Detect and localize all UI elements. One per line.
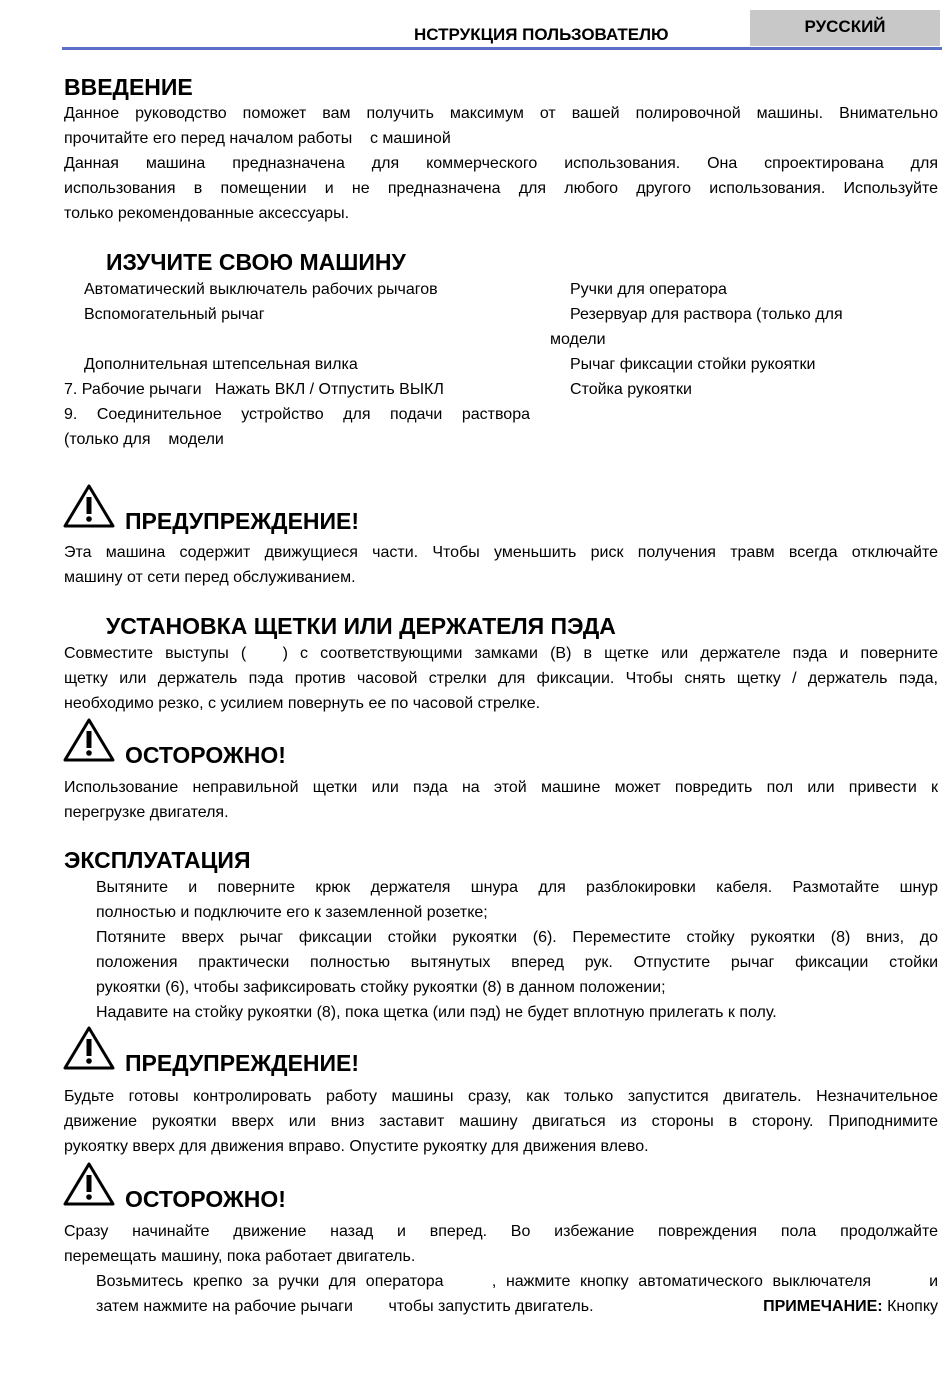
intro-line: Данное руководство поможет вам получить максимум от вашей полировочной машины. Внимательно	[64, 105, 938, 122]
caution-text: Использование неправильной щетки или пэда на этой машине может повредить пол или привести к	[64, 779, 938, 796]
parts-list-item: Рычаг фиксации стойки рукоятки	[570, 356, 816, 373]
parts-list-item: Автоматический выключатель рабочих рычагов	[84, 281, 438, 298]
operation-step-text	[96, 1294, 938, 1319]
warning-text: движение рукоятки вверх или вниз заставит машину двигаться из стороны в сторону. Приподнимите	[64, 1113, 938, 1130]
note-text: Кнопку	[887, 1298, 938, 1315]
warning-triangle-icon	[62, 1025, 116, 1071]
caution-title: ОСТОРОЖНО!	[125, 742, 286, 768]
warning-triangle-icon	[62, 483, 116, 529]
operation-text: Вытяните и поверните крюк держателя шнура для разблокировки кабеля. Размотайте шнур	[96, 879, 938, 896]
parts-list-item: 9. Соединительное устройство для подачи раствора	[64, 406, 530, 423]
operation-text: полностью и подключите его к заземленной розетке;	[96, 904, 488, 921]
intro-heading: ВВЕДЕНИЕ	[64, 74, 193, 100]
parts-list-item: модели	[550, 331, 606, 348]
install-text: необходимо резко, с усилием повернуть ее по часовой стрелке.	[64, 695, 541, 712]
install-text: щетку или держатель пэда против часовой стрелки для фиксации. Чтобы снять щетку / держатель пэда,	[64, 670, 938, 687]
parts-list-item: Ручки для оператора	[570, 281, 727, 298]
warning-text: рукоятку вверх для движения вправо. Опустите рукоятку для движения влево.	[64, 1138, 649, 1155]
parts-list-item: 7. Рабочие рычаги Нажать ВКЛ / Отпустить ВЫКЛ	[64, 381, 444, 398]
intro-line: только рекомендованные аксессуары.	[64, 205, 350, 222]
intro-line: использования в помещении и не предназначена для любого другого использования. Используйте	[64, 180, 938, 197]
note-group	[763, 1294, 938, 1319]
caution-text: перегрузке двигателя.	[64, 804, 229, 821]
install-heading: УСТАНОВКА ЩЕТКИ ИЛИ ДЕРЖАТЕЛЯ ПЭДА	[106, 613, 616, 639]
install-text: Совместите выступы ( ) с соответствующими замками (B) в щетке или держателе пэда и поверните	[64, 645, 938, 662]
warning-triangle-icon	[62, 717, 116, 763]
parts-list-item: Резервуар для раствора (только для	[570, 306, 843, 323]
header-title: НСТРУКЦИЯ ПОЛЬЗОВАТЕЛЮ	[414, 25, 669, 44]
language-tab: РУССКИЙ	[750, 10, 940, 46]
caution-text: перемещать машину, пока работает двигатель.	[64, 1248, 416, 1265]
parts-list-item: (только для модели	[64, 431, 224, 448]
warning-title: ПРЕДУПРЕЖДЕНИЕ!	[125, 1050, 360, 1076]
parts-list-item: Вспомогательный рычаг	[84, 306, 265, 323]
know-machine-heading: ИЗУЧИТЕ СВОЮ МАШИНУ	[106, 249, 406, 275]
note-label: ПРИМЕЧАНИЕ:	[763, 1298, 883, 1315]
caution-title: ОСТОРОЖНО!	[125, 1186, 286, 1212]
parts-list-item: Стойка рукоятки	[570, 381, 692, 398]
parts-list-item: Дополнительная штепсельная вилка	[84, 356, 358, 373]
warning-text: Будьте готовы контролировать работу машины сразу, как только запустится двигатель. Незначительное	[64, 1088, 938, 1105]
step-line-text: затем нажмите на рабочие рычаги чтобы запустить двигатель.	[96, 1298, 594, 1315]
operation-heading: ЭКСПЛУАТАЦИЯ	[64, 847, 251, 873]
warning-text: машину от сети перед обслуживанием.	[64, 569, 356, 586]
operation-text: Надавите на стойку рукоятки (8), пока щетка (или пэд) не будет вплотную прилегать к полу.	[96, 1004, 777, 1021]
intro-line: Данная машина предназначена для коммерческого использования. Она спроектирована для	[64, 155, 938, 172]
warning-text: Эта машина содержит движущиеся части. Чтобы уменьшить риск получения травм всегда отключайте	[64, 544, 938, 561]
operation-text: положения практически полностью вытянутых вперед рук. Отпустите рычаг фиксации стойки	[96, 954, 938, 971]
warning-triangle-icon	[62, 1161, 116, 1207]
header-rule	[62, 47, 942, 50]
intro-line: прочитайте его перед началом работы с машиной	[64, 130, 451, 147]
warning-title: ПРЕДУПРЕЖДЕНИЕ!	[125, 508, 360, 534]
operation-text: рукоятки (6), чтобы зафиксировать стойку рукоятки (8) в данном положении;	[96, 979, 666, 996]
operation-step-text: Возьмитесь крепко за ручки для оператора , нажмите кнопку автоматического выключателя и	[96, 1273, 938, 1290]
caution-text: Сразу начинайте движение назад и вперед. Во избежание повреждения пола продолжайте	[64, 1223, 938, 1240]
operation-text: Потяните вверх рычаг фиксации стойки рукоятки (6). Переместите стойку рукоятки (8) вниз, до	[96, 929, 938, 946]
